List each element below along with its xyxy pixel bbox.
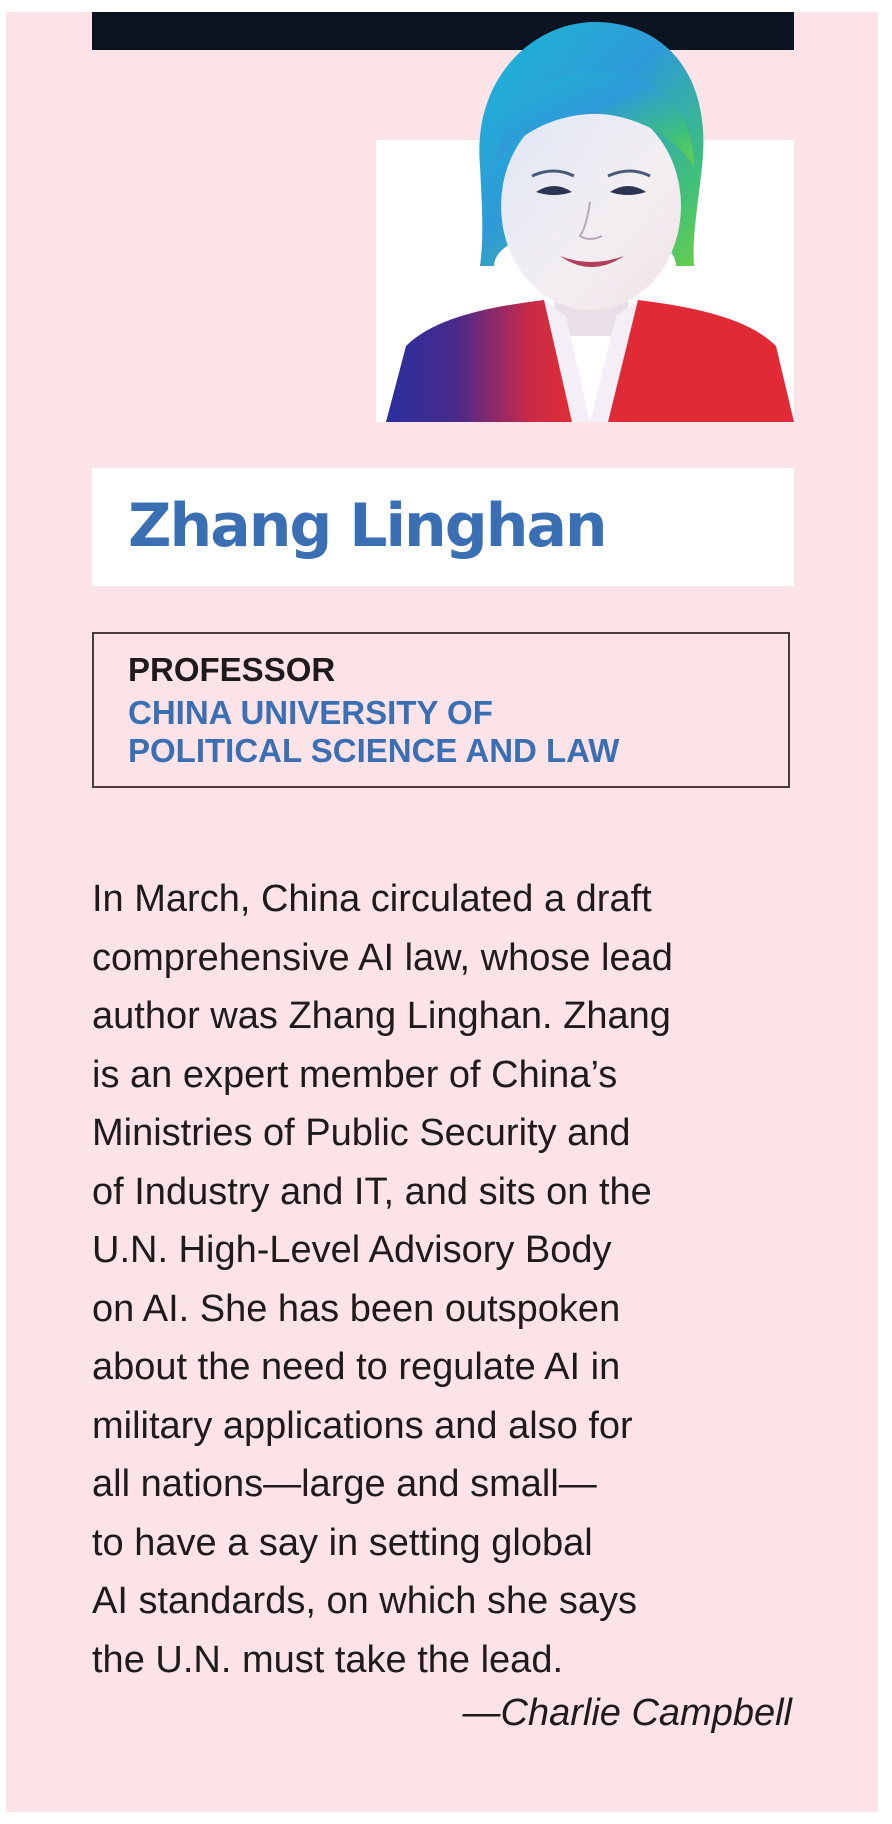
bio-text [92,870,802,1689]
portrait-image [376,16,794,422]
bio-line: author was Zhang Linghan. Zhang [92,995,671,1037]
person-name: Zhang Linghan [128,491,606,561]
institution-line: POLITICAL SCIENCE AND LAW [128,732,620,769]
author-byline: —Charlie Campbell [462,1692,792,1734]
bio-line: Ministries of Public Security and [92,1112,631,1154]
bio-line: comprehensive AI law, whose lead [92,936,673,979]
person-institution [128,694,768,770]
bio-line: In March, China circulated a draft [92,878,652,920]
bio-line: to have a say in setting global [92,1521,593,1564]
title-box [92,632,790,788]
bio-line: the U.N. must take the lead. [92,1638,564,1681]
bio-line: AI standards, on which she says [92,1580,637,1622]
bio-line: about the need to regulate AI in [92,1346,621,1388]
bio-line: is an expert member of China’s [92,1053,618,1096]
bio-line: military applications and also for [92,1404,633,1447]
bio-line: U.N. High-Level Advisory Body [92,1229,612,1271]
bio-line: all nations—large and small— [92,1463,597,1505]
name-plate [92,468,794,586]
institution-line: CHINA UNIVERSITY OF [128,694,493,731]
bio-line: of Industry and IT, and sits on the [92,1170,652,1213]
person-role: PROFESSOR [128,651,336,688]
bio-line: on AI. She has been outspoken [92,1287,621,1330]
